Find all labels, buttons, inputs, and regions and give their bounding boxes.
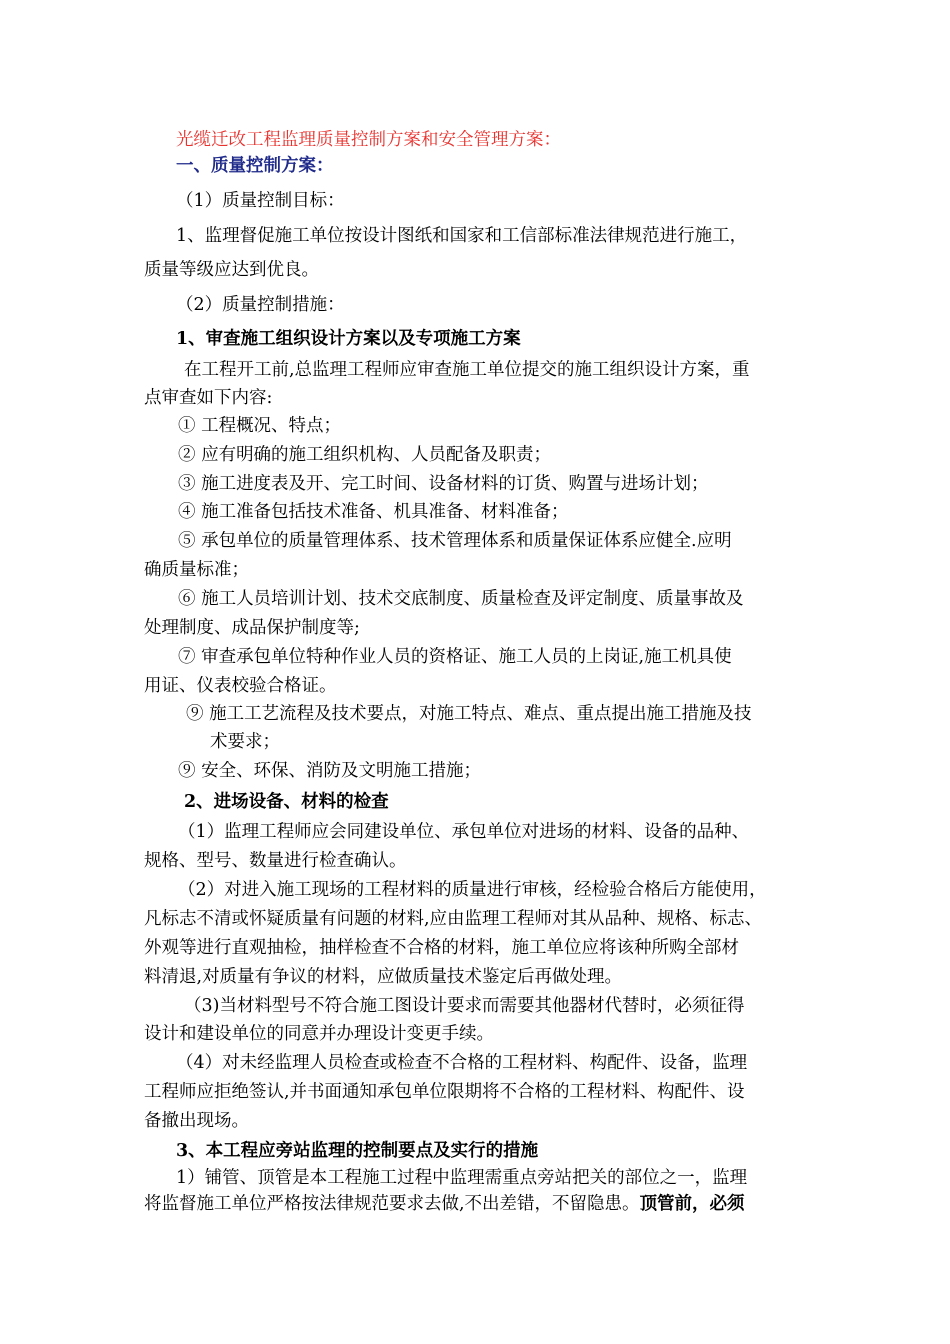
item2-paragraph-line: 外观等进行直观抽检，抽样检查不合格的材料，施工单位应将该种所购全部材 — [144, 938, 739, 958]
item1-para-line-1: 在工程开工前,总监理工程师应审查施工单位提交的施工组织设计方案，重 — [184, 360, 750, 380]
review-point: ③ 施工进度表及开、完工时间、设备材料的订货、购置与进场计划； — [178, 474, 709, 494]
review-point: ⑤ 承包单位的质量管理体系、技术管理体系和质量保证体系应健全.应明 — [178, 531, 732, 551]
item3-line-1: 1）铺管、顶管是本工程施工过程中监理需重点旁站把关的部位之一，监理 — [176, 1168, 748, 1188]
review-point-continued: 确质量标准； — [144, 560, 249, 580]
item2-heading: 2、进场设备、材料的检查 — [184, 792, 389, 812]
goal-line-1: 1、监理督促施工单位按设计图纸和国家和工信部标准法律规范进行施工， — [176, 226, 748, 246]
item1-para-line-2: 点审查如下内容: — [144, 388, 273, 408]
review-point: ⑥ 施工人员培训计划、技术交底制度、质量检查及评定制度、质量事故及 — [178, 589, 744, 609]
item3-line-2-bold: 顶管前，必须 — [639, 1194, 745, 1214]
item2-paragraph-line: （3)当材料型号不符合施工图设计要求而需要其他器材代替时，必须征得 — [184, 996, 745, 1016]
section-heading-quality-control: 一、质量控制方案： — [176, 156, 334, 176]
review-point: ⑨ 施工工艺流程及技术要点，对施工特点、难点、重点提出施工措施及技 — [186, 704, 752, 724]
item3-line-2 — [144, 1192, 745, 1216]
goal-line-2: 质量等级应达到优良。 — [144, 260, 319, 280]
review-point: ⑨ 安全、环保、消防及文明施工措施； — [178, 761, 482, 781]
item2-paragraph-line: 设计和建设单位的同意并办理设计变更手续。 — [144, 1024, 494, 1044]
item2-paragraph-line: 备撤出现场。 — [144, 1111, 249, 1131]
item3-heading: 3、本工程应旁站监理的控制要点及实行的措施 — [176, 1141, 539, 1161]
item2-paragraph-line: （1）监理工程师应会同建设单位、承包单位对进场的材料、设备的品种、 — [178, 822, 750, 842]
review-point-continued: 用证、仪表校验合格证。 — [144, 676, 337, 696]
review-point-continued: 术要求； — [210, 732, 280, 752]
item2-paragraph-line: （4）对未经监理人员检查或检查不合格的工程材料、构配件、设备，监理 — [176, 1053, 748, 1073]
subheading-quality-goal: （1）质量控制目标： — [176, 191, 345, 211]
review-point: ④ 施工准备包括技术准备、机具准备、材料准备； — [178, 502, 569, 522]
item2-paragraph-line: 料清退,对质量有争议的材料，应做质量技术鉴定后再做处理。 — [144, 967, 623, 987]
review-point: ② 应有明确的施工组织机构、人员配备及职责； — [178, 445, 552, 465]
review-point: ⑦ 审查承包单位特种作业人员的资格证、施工人员的上岗证,施工机具使 — [178, 647, 732, 667]
review-point-continued: 处理制度、成品保护制度等; — [144, 618, 360, 638]
review-point: ① 工程概况、特点； — [178, 416, 342, 436]
item2-paragraph-line: 规格、型号、数量进行检查确认。 — [144, 851, 407, 871]
item2-paragraph-line: 工程师应拒绝签认,并书面通知承包单位限期将不合格的工程材料、构配件、设 — [144, 1082, 745, 1102]
subheading-quality-measures: （2）质量控制措施： — [176, 295, 345, 315]
item1-heading: 1、审查施工组织设计方案以及专项施工方案 — [176, 329, 521, 349]
item2-paragraph-line: （2）对进入施工现场的工程材料的质量进行审核，经检验合格后方能使用， — [178, 880, 767, 900]
item2-paragraph-line: 凡标志不清或怀疑质量有问题的材料,应由监理工程师对其从品种、规格、标志、 — [144, 909, 763, 929]
document-title: 光缆迁改工程监理质量控制方案和安全管理方案： — [176, 130, 561, 150]
item3-line-2-normal: 将监督施工单位严格按法律规范要求去做,不出差错，不留隐患。 — [144, 1194, 640, 1214]
